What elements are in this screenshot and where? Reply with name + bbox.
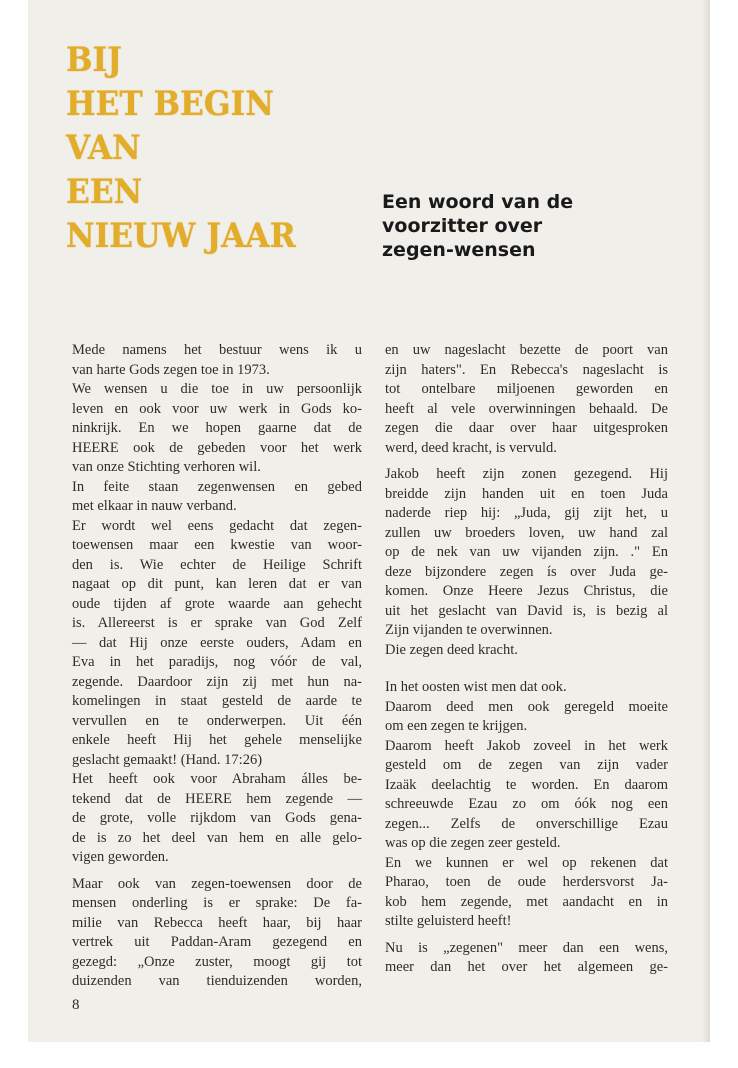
- text-line: — dat Hij onze eerste ouders, Adam en: [72, 634, 362, 651]
- text-line: meer dan het over het algemeen ge-: [385, 959, 668, 975]
- page-edge-shadow: [702, 0, 710, 1042]
- text-line: deze bijzondere zegen ís over Juda ge-: [385, 563, 668, 580]
- text-line: Er wordt wel eens gedacht dat zegen-: [72, 517, 362, 534]
- text-line: kob hem zegende, met aandacht en in: [385, 893, 668, 910]
- text-line: zegen... Zelfs de onverschillige Ezau: [385, 815, 668, 832]
- text-line: toewensen maar een kwestie van woor-: [72, 537, 362, 553]
- subtitle-line: Een woord van de: [382, 191, 574, 213]
- subtitle-line: zegen-wensen: [382, 239, 536, 261]
- text-line: In het oosten wist men dat ook.: [385, 679, 567, 695]
- right-text-column: [385, 341, 668, 978]
- text-line: zegen die daar over haar uitgesproken: [385, 420, 668, 436]
- title-line: NIEUW JAAR: [66, 216, 296, 256]
- text-line: In feite staan zegenwensen en gebed: [72, 478, 362, 495]
- text-line: zullen uw broeders loven, uw hand zal: [385, 524, 668, 541]
- text-line: vigen geworden.: [72, 849, 169, 865]
- text-line: Daarom deed men ook geregeld moeite: [385, 698, 668, 715]
- text-line: zijn haters". En Rebecca's nageslacht is: [385, 361, 668, 378]
- text-line: komen. Onze Heere Jezus Christus, die: [385, 583, 668, 599]
- text-line: uit het geslacht van David is, is bezig al: [385, 602, 668, 619]
- text-line: milie van Rebecca heeft haar, bij haar: [72, 914, 362, 931]
- text-line: Nu is „zegenen" meer dan een wens,: [385, 939, 668, 956]
- title-line: EEN: [66, 172, 143, 212]
- page-number: 8: [72, 997, 80, 1013]
- text-line: Maar ook van zegen-toewensen door de: [72, 875, 362, 892]
- text-line: komelingen in staat gesteld de aarde te: [72, 693, 362, 709]
- page-margin: [710, 0, 738, 1068]
- text-line: Zijn vijanden te overwinnen.: [385, 622, 553, 638]
- text-line: de grote, volle rijkdom van Gods gena-: [72, 810, 362, 826]
- text-line: tot ontelbare miljoenen geworden en: [385, 381, 668, 397]
- paragraph-gap: [385, 458, 668, 465]
- text-line: om een zegen te krijgen.: [385, 718, 528, 734]
- text-line: tekend dat de HEERE hem zegende —: [72, 790, 362, 807]
- paragraph-gap: [385, 660, 668, 678]
- text-line: geslacht gemaakt! (Hand. 17:26): [72, 751, 263, 768]
- text-line: Pharao, toen de oude herdersvorst Ja-: [385, 874, 668, 890]
- text-line: oude tijden af grote waarde aan gehecht: [72, 595, 362, 612]
- text-line: stilte geluisterd heeft!: [385, 913, 512, 929]
- title-line: HET BEGIN: [66, 84, 274, 124]
- text-line: den is. Wie echter de Heilige Schrift: [72, 556, 362, 573]
- text-line: gesteld om de zegen van zijn vader: [385, 757, 668, 773]
- text-line: met elkaar in nauw verband.: [72, 498, 237, 514]
- text-line: Mede namens het bestuur wens ik u: [72, 342, 362, 358]
- text-line: gezegd: „Onze zuster, moogt gij tot: [72, 953, 362, 970]
- text-line: enkele heeft Hij het gehele menselijke: [72, 732, 362, 748]
- text-line: nagaat op dit punt, kan leren dat er van: [72, 576, 362, 592]
- text-line: heeft al vele overwinningen behaald. De: [385, 400, 668, 417]
- text-line: breidde zijn handen uit en toen Juda: [385, 485, 668, 502]
- text-line: de is zo het deel van hem en alle gelo-: [72, 829, 362, 846]
- text-line: En we kunnen er wel op rekenen dat: [385, 854, 668, 871]
- text-line: Daarom heeft Jakob zoveel in het werk: [385, 737, 668, 754]
- article-subtitle: [382, 190, 642, 262]
- text-line: leven en ook voor uw werk in Gods ko-: [72, 400, 362, 417]
- text-line: van harte Gods zegen toe in 1973.: [72, 361, 270, 378]
- title-line: BIJ: [66, 40, 122, 80]
- subtitle-line: voorzitter over: [382, 215, 543, 237]
- title-line: VAN: [66, 128, 141, 168]
- text-line: Izaäk deelachtig te worden. En daarom: [385, 776, 668, 793]
- text-line: Die zegen deed kracht.: [385, 641, 518, 658]
- text-line: zegende. Daardoor zijn zij met hun na-: [72, 673, 362, 690]
- text-line: We wensen u die toe in uw persoonlijk: [72, 381, 362, 397]
- text-line: naderde riep hij: „Juda, gij zijt het, u: [385, 505, 668, 521]
- text-line: ninkrijk. En we hopen gaarne dat de: [72, 420, 362, 436]
- text-line: is. Allereerst is er sprake van God Zelf: [72, 615, 362, 631]
- text-line: was op die zegen zeer gesteld.: [385, 835, 561, 851]
- text-line: Jakob heeft zijn zonen gezegend. Hij: [385, 466, 668, 482]
- text-line: Het heeft ook voor Abraham álles be-: [72, 771, 362, 787]
- text-line: vertrek uit Paddan-Aram gezegend en: [72, 934, 362, 950]
- text-line: werd, deed kracht, is vervuld.: [385, 439, 557, 456]
- paragraph-gap: [72, 868, 362, 875]
- left-text-column: [72, 341, 362, 992]
- text-line: schreeuwde Ezau zo om óók nog een: [385, 796, 668, 812]
- text-line: Eva in het paradijs, nog vóór de val,: [72, 654, 362, 670]
- text-line: en uw nageslacht bezette de poort van: [385, 342, 668, 358]
- text-line: HEERE ook de gebeden voor het werk: [72, 439, 362, 456]
- text-line: mensen onderling is er sprake: De fa-: [72, 895, 362, 911]
- text-line: op de nek van uw vijanden zijn. ." En: [385, 544, 668, 560]
- text-line: van onze Stichting verhoren wil.: [72, 459, 261, 475]
- text-line: vervullen en te onderwerpen. Uit één: [72, 712, 362, 729]
- article-title: [66, 38, 296, 258]
- text-line: duizenden van tienduizenden worden,: [72, 973, 362, 989]
- paragraph-gap: [385, 932, 668, 939]
